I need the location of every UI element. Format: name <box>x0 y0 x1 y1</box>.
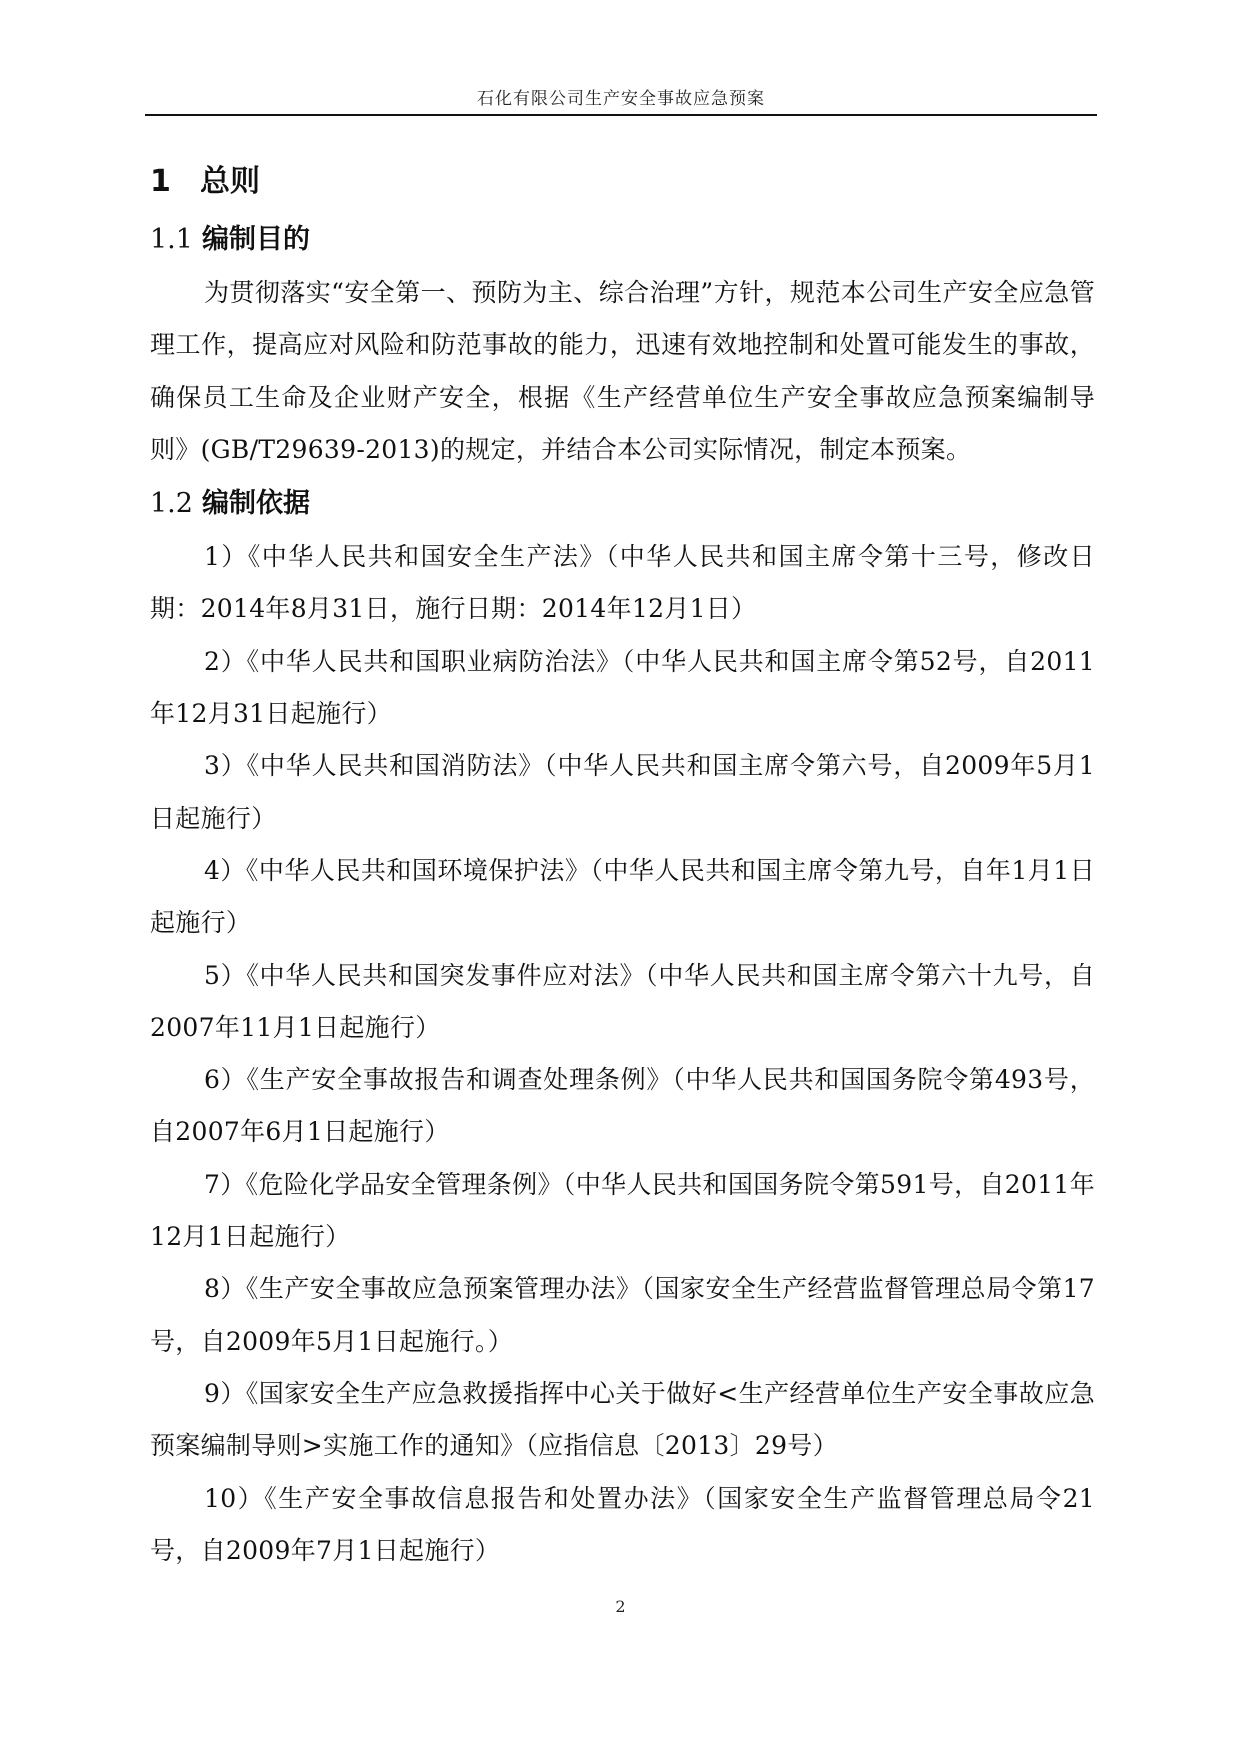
section-number: 1.1 <box>150 224 193 255</box>
list-item: 4）《中华人民共和国环境保护法》（中华人民共和国主席令第九号，自年1月1日起施行） <box>150 855 1095 938</box>
list-item: 7）《危险化学品安全管理条例》（中华人民共和国国务院令第591号，自2011年12月1日起施行） <box>150 1169 1095 1252</box>
list-item: 6）《生产安全事故报告和调查处理条例》（中华人民共和国国务院令第493号，自2007年6月1日起施行） <box>150 1065 1095 1147</box>
section-number: 1.2 <box>150 488 193 520</box>
section-title-basis <box>150 476 1095 531</box>
section-title-text: 编制依据 <box>202 488 310 520</box>
page-body <box>150 152 1095 1577</box>
page-number: 2 <box>615 1597 626 1616</box>
paragraph: 为贯彻落实“安全第一、预防为主、综合治理”方针，规范本公司生产安全应急管理工作，提高应对风险和防范事故的能力，迅速有效地控制和处置可能发生的事故，确保员工生命及企业财产安全，根据《生产经营单位生产安全事故应急预案编制导则》(GB/T29639-2013)的规定，并结合本公司实际情况，制定本预案。 <box>150 278 1095 464</box>
list-item: 3）《中华人民共和国消防法》（中华人民共和国主席令第六号，自2009年5月1日起施行） <box>150 751 1095 833</box>
section-title-text: 编制目的 <box>202 224 310 255</box>
running-header: 石化有限公司生产安全事故应急预案 <box>477 89 765 109</box>
section-title-purpose <box>150 212 1095 267</box>
chapter-number: 1 <box>150 164 171 199</box>
list-item: 1）《中华人民共和国安全生产法》（中华人民共和国主席令第十三号，修改日期：2014年8月31日，施行日期：2014年12月1日） <box>150 542 1095 624</box>
list-item: 9）《国家安全生产应急救援指挥中心关于做好<生产经营单位生产安全事故应急预案编制导则>实施工作的通知》（应指信息〔2013〕29号） <box>150 1378 1095 1461</box>
header-rule <box>145 114 1097 116</box>
list-item: 2）《中华人民共和国职业病防治法》（中华人民共和国主席令第52号，自2011年12月31日起施行） <box>150 646 1095 729</box>
chapter-title <box>150 152 1095 212</box>
list-item: 5）《中华人民共和国突发事件应对法》（中华人民共和国主席令第六十九号，自2007年11月1日起施行） <box>150 960 1095 1042</box>
chapter-title-text: 总则 <box>200 164 260 199</box>
list-item: 8）《生产安全事故应急预案管理办法》（国家安全生产经营监督管理总局令第17号，自2009年5月1日起施行。） <box>150 1274 1095 1356</box>
list-item: 10）《生产安全事故信息报告和处置办法》（国家安全生产监督管理总局令21号，自2009年7月1日起施行） <box>150 1483 1095 1565</box>
